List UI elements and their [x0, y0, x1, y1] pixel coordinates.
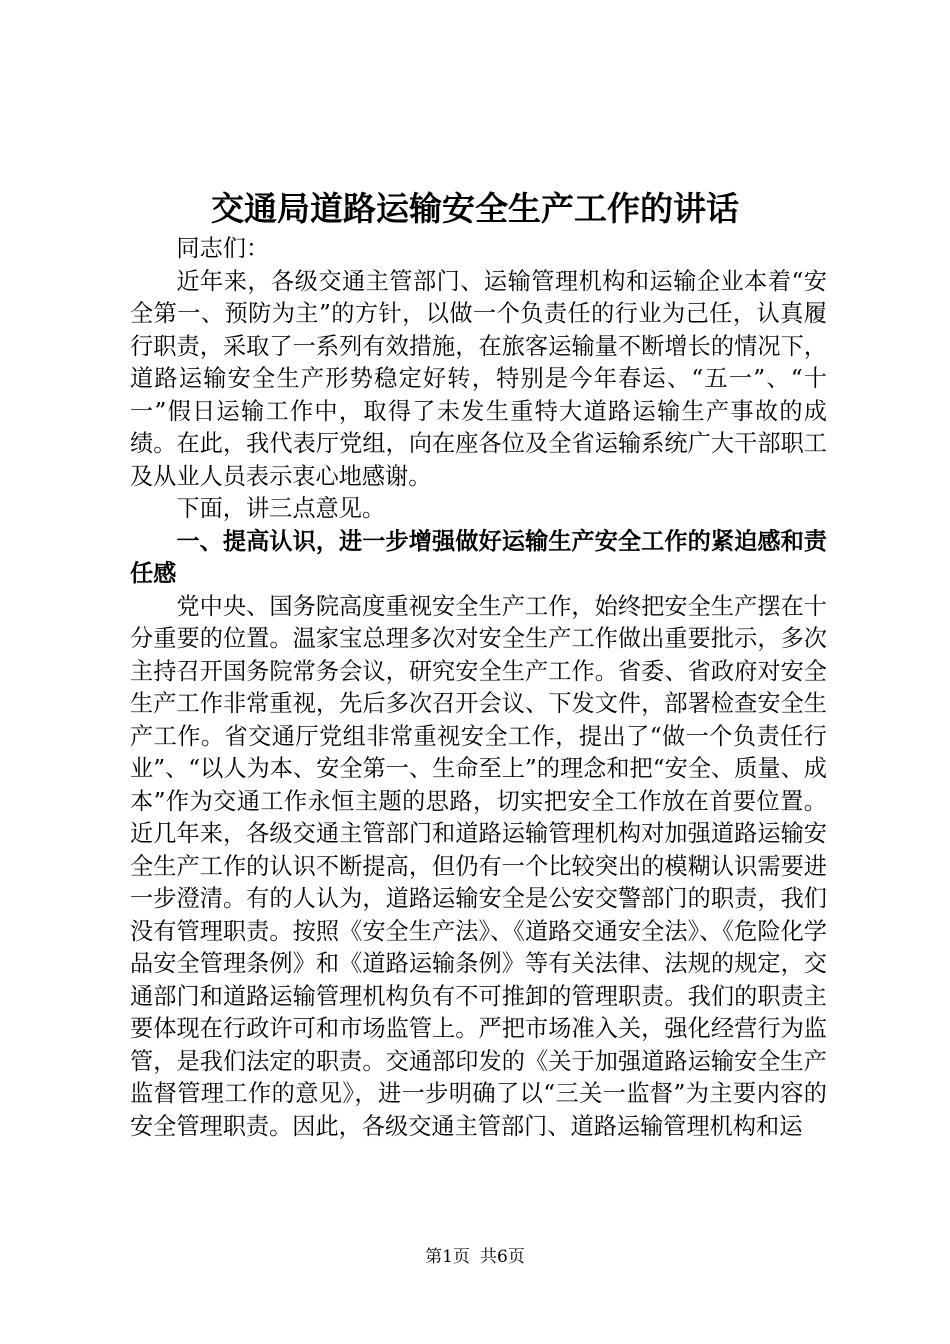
- page-number: 第1页: [425, 1247, 470, 1267]
- document-body: [130, 233, 827, 1143]
- document-title: 交通局道路运输安全生产工作的讲话: [211, 189, 739, 228]
- page-total: 共6页: [480, 1247, 525, 1267]
- outline-paragraph: 下面，讲三点意见。: [176, 495, 386, 522]
- section-1-paragraph: 党中央、国务院高度重视安全生产工作，始终把安全生产摆在十分重要的位置。温家宝总理多次对安全生产工作做出重要批示，多次主持召开国务院常务会议，研究安全生产工作。省委、省政府对安全生产工作非常重视，先后多次召开会议、下发文件，部署检查安全生产工作。省交通厅党组非常重视安全工作，提出了“做一个负责任行业”、“以人为本、安全第一、生命至上”的理念和把“安全、质量、成本”作为交通工作永恒主题的思路，切实把安全工作放在首要位置。近几年来，各级交通主管部门和道路运输管理机构对加强道路运输安全生产工作的认识不断提高，但仍有一个比较突出的模糊认识需要进一步澄清。有的人认为，道路运输安全是公安交警部门的职责，我们没有管理职责。按照《安全生产法》、《道路交通安全法》、《危险化学品安全管理条例》和《道路运输条例》等有关法律、法规的规定，交通部门和道路运输管理机构负有不可推卸的管理职责。我们的职责主要体现在行政许可和市场监管上。严把市场准入关，强化经营行为监管，是我们法定的职责。交通部印发的《关于加强道路运输安全生产监督管理工作的意见》，进一步明确了以“三关一监督”为主要内容的安全管理职责。因此，各级交通主管部门、道路运输管理机构和运: [130, 592, 827, 1140]
- greeting-paragraph: 同志们：: [176, 235, 270, 262]
- intro-paragraph: 近年来，各级交通主管部门、运输管理机构和运输企业本着“安全第一、预防为主”的方针，以做一个负责任的行业为己任，认真履行职责，采取了一系列有效措施，在旅客运输量不断增长的情况下，道路运输安全生产形势稳定好转，特别是今年春运、“五一”、“十一”假日运输工作中，取得了未发生重特大道路运输生产事故的成绩。在此，我代表厅党组，向在座各位及全省运输系统广大干部职工及从业人员表示衷心地感谢。: [130, 267, 827, 490]
- section-heading-1: 一、提高认识，进一步增强做好运输生产安全工作的紧迫感和责任感: [130, 527, 827, 587]
- page-footer: [0, 1246, 950, 1268]
